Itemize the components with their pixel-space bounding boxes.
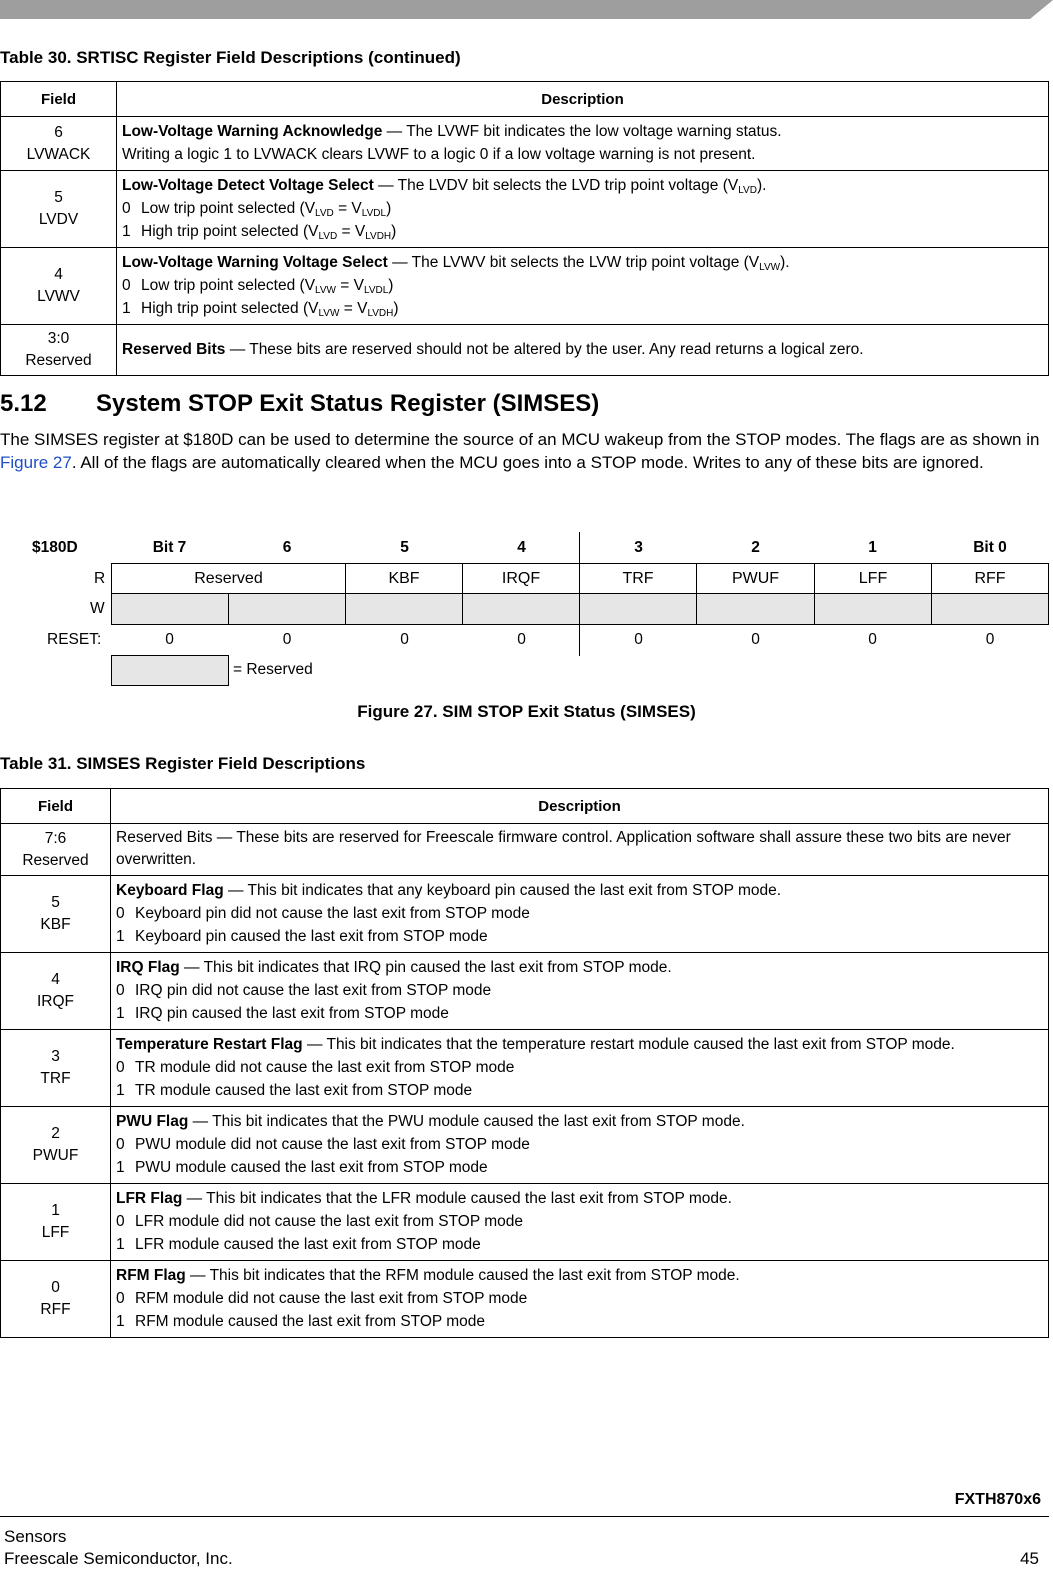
field-irqf: IRQF [462, 563, 580, 594]
field-name: KBF [40, 916, 71, 933]
subscript: LVDL [361, 208, 387, 219]
header-bar [0, 0, 1053, 19]
reset-value: 0 [517, 631, 526, 648]
option-line [116, 979, 1044, 1002]
field-name: LVDV [38, 211, 79, 228]
field-rff: RFF [931, 563, 1049, 594]
bit-number: 4 [54, 266, 63, 283]
legend-label: = Reserved [233, 661, 313, 678]
option-line [116, 902, 1044, 925]
option-line [116, 1056, 1044, 1079]
table-row [1, 325, 1049, 376]
field-name: PWUF [32, 1147, 79, 1164]
bit-number: 7:6 [44, 829, 67, 847]
field-cell [1, 876, 111, 953]
option-text: TR module did not cause the last exit from STOP mode [135, 1059, 515, 1076]
bit-header: Bit 0 [973, 539, 1007, 556]
bit-header: 1 [868, 539, 877, 556]
field-extra: Writing a logic 1 to LVWACK clears LVWF to a logic 0 if a low voltage warning is not present. [122, 146, 756, 163]
table31-caption: Table 31. SIMSES Register Field Descriptions [0, 754, 366, 773]
footer-company: Freescale Semiconductor, Inc. [4, 1549, 233, 1568]
table31 [0, 788, 1049, 1338]
field-title: Low-Voltage Warning Acknowledge [122, 123, 383, 140]
field-title: Reserved Bits [122, 341, 226, 358]
table-header-row [1, 82, 1049, 117]
option-text: RFM module did not cause the last exit from STOP mode [135, 1290, 528, 1307]
option-line [116, 1310, 1044, 1333]
subscript: LVD [738, 185, 757, 196]
option-text: = V [333, 200, 362, 217]
field-text: — This bit indicates that any keyboard pin caused the last exit from STOP mode. [223, 882, 782, 899]
option-text: IRQ pin caused the last exit from STOP mode [135, 1005, 449, 1022]
reset-value: 0 [751, 631, 760, 648]
option-value: 0 [122, 277, 131, 294]
field-name: RFF [40, 1301, 71, 1318]
option-value: 1 [116, 1313, 125, 1330]
table-row [1, 117, 1049, 171]
field-name: Reserved [25, 352, 92, 369]
field-title: IRQ Flag [116, 959, 180, 976]
field-text: — This bit indicates that the PWU module caused the last exit from STOP mode. [188, 1113, 745, 1130]
option-value: 1 [116, 1159, 125, 1176]
field-header: Field [1, 789, 111, 824]
table-row [1, 876, 1049, 953]
option-value: 1 [116, 1236, 125, 1253]
field-reserved: Reserved [111, 563, 346, 594]
reset-value: 0 [165, 631, 174, 648]
option-text: High trip point selected (V [141, 223, 319, 240]
option-line [122, 297, 1044, 320]
field-name: TRF [40, 1070, 71, 1087]
write-row-label: W [90, 600, 105, 617]
subscript: LVD [318, 231, 338, 242]
field-text: — This bit indicates that the RFM module caused the last exit from STOP mode. [185, 1267, 740, 1284]
paragraph-text: The SIMSES register at $180D can be used to determine the source of an MCU wakeup from the STOP modes. The flags are as shown in [0, 430, 1040, 449]
description-cell [117, 325, 1049, 376]
option-text: ) [388, 277, 394, 294]
table-row [1, 953, 1049, 1030]
subscript: LVW [315, 285, 336, 296]
field-title: Temperature Restart Flag [116, 1036, 303, 1053]
field-cell [1, 325, 117, 376]
bit-number: 6 [54, 123, 63, 141]
field-cell [1, 117, 117, 171]
description-cell [111, 953, 1049, 1030]
bit-number: 5 [54, 189, 63, 206]
option-value: 0 [116, 1290, 125, 1307]
read-row-label: R [94, 570, 106, 587]
reset-value: 0 [985, 631, 995, 648]
bit-number: 1 [51, 1202, 60, 1219]
write-cell-reserved [696, 593, 815, 625]
write-cell-reserved [228, 593, 346, 625]
table-row [1, 248, 1049, 325]
option-line [116, 1156, 1044, 1179]
text-tail: ). [780, 254, 790, 271]
bit-header: 3 [634, 539, 643, 556]
description-cell [117, 171, 1049, 248]
paragraph-text: . All of the flags are automatically cleared when the MCU goes into a STOP mode. Writes to any of these bits are ignored. [71, 453, 984, 472]
field-title: Low-Voltage Detect Voltage Select [122, 177, 374, 194]
table-row [1, 1261, 1049, 1338]
reset-value: 0 [400, 631, 409, 648]
table30-caption: Table 30. SRTISC Register Field Descriptions (continued) [0, 48, 461, 67]
option-line [116, 1233, 1044, 1256]
field-title: LFR Flag [116, 1190, 183, 1207]
option-line [116, 1079, 1044, 1102]
subscript: LVDL [364, 285, 389, 296]
reset-value: 0 [634, 631, 643, 648]
reset-value: 0 [282, 631, 292, 648]
figure-link[interactable]: Figure 27 [0, 453, 72, 472]
subscript: LVD [315, 208, 334, 219]
table-row [1, 1030, 1049, 1107]
field-kbf: KBF [345, 563, 463, 594]
field-title: RFM Flag [116, 1267, 186, 1284]
description-cell [111, 1107, 1049, 1184]
description-header: Description [111, 789, 1049, 824]
description-cell [111, 876, 1049, 953]
footer-divider [0, 1516, 1049, 1517]
figure-caption: Figure 27. SIM STOP Exit Status (SIMSES) [357, 702, 696, 721]
bit-number: 5 [51, 894, 60, 911]
subscript: LVW [759, 262, 781, 273]
field-title: PWU Flag [116, 1113, 189, 1130]
section-title: System STOP Exit Status Register (SIMSES) [96, 390, 600, 417]
write-cell-reserved [345, 593, 463, 625]
option-text: Keyboard pin caused the last exit from STOP mode [135, 928, 488, 945]
option-text: LFR module caused the last exit from STOP mode [135, 1236, 481, 1253]
page-number: 45 [1020, 1549, 1039, 1568]
option-text: Low trip point selected (V [141, 277, 316, 294]
description-cell: Reserved Bits — These bits are reserved for Freescale firmware control. Application software shall assure these two bits are never overwritten. [111, 824, 1049, 876]
field-cell [1, 171, 117, 248]
option-text: IRQ pin did not cause the last exit from STOP mode [135, 982, 492, 999]
section-number: 5.12 [0, 390, 47, 417]
legend-swatch [111, 655, 229, 686]
option-text: RFM module caused the last exit from STOP mode [135, 1313, 486, 1330]
option-line [122, 197, 1044, 220]
field-title: Keyboard Flag [116, 882, 224, 899]
description-cell [111, 1261, 1049, 1338]
bit-header: Bit 7 [152, 539, 187, 556]
field-name: LVWV [37, 288, 80, 305]
section-heading [0, 390, 599, 418]
option-value: 0 [116, 1136, 125, 1153]
description-header: Description [117, 82, 1049, 117]
subscript: LVDH [365, 231, 392, 242]
description-cell [117, 248, 1049, 325]
field-cell [1, 1261, 111, 1338]
option-text: PWU module did not cause the last exit from STOP mode [135, 1136, 530, 1153]
option-text: = V [335, 277, 364, 294]
option-line [116, 1002, 1044, 1025]
bit-number: 3 [51, 1048, 60, 1065]
subscript: LVDH [367, 308, 394, 319]
option-value: 1 [116, 1005, 125, 1022]
option-value: 1 [122, 300, 131, 317]
write-cell-reserved [814, 593, 932, 625]
table-row [1, 1184, 1049, 1261]
field-cell [1, 824, 111, 876]
option-text: Keyboard pin did not cause the last exit from STOP mode [135, 905, 530, 922]
reset-value: 0 [868, 631, 877, 648]
description-cell [111, 1184, 1049, 1261]
option-value: 0 [116, 905, 125, 922]
option-value: 1 [122, 223, 131, 240]
bit-number: 0 [51, 1279, 60, 1296]
field-name: LFF [41, 1224, 70, 1241]
field-name: IRQF [36, 993, 75, 1010]
reset-label: RESET: [47, 631, 102, 648]
field-cell [1, 248, 117, 325]
bit-header: 2 [751, 539, 760, 556]
table-row [1, 1107, 1049, 1184]
document-title: FXTH870x6 [954, 1491, 1041, 1508]
bit-header: 5 [400, 539, 409, 556]
option-value: 0 [122, 200, 131, 217]
field-text: — This bit indicates that the temperature restart module caused the last exit from STOP mode. [302, 1036, 955, 1053]
field-lff: LFF [814, 563, 932, 594]
option-text: High trip point selected (V [141, 300, 319, 317]
option-line [116, 1133, 1044, 1156]
field-cell [1, 1107, 111, 1184]
option-line [116, 1210, 1044, 1233]
write-cell-reserved [579, 593, 697, 625]
option-text: TR module caused the last exit from STOP mode [135, 1082, 473, 1099]
table30 [0, 81, 1049, 376]
field-trf: TRF [579, 563, 697, 594]
field-text: — This bit indicates that IRQ pin caused the last exit from STOP mode. [179, 959, 672, 976]
table-row [1, 824, 1049, 876]
description-cell [111, 1030, 1049, 1107]
bit-header: 4 [517, 539, 526, 556]
option-value: 0 [116, 1059, 125, 1076]
field-text: — The LVWF bit indicates the low voltage warning status. [382, 123, 782, 140]
nibble-divider [579, 532, 580, 563]
option-line [116, 1287, 1044, 1310]
option-line [122, 274, 1044, 297]
option-text: ) [386, 200, 392, 217]
field-cell [1, 953, 111, 1030]
option-text: LFR module did not cause the last exit from STOP mode [135, 1213, 523, 1230]
bit-number: 3:0 [47, 330, 70, 347]
field-text: — These bits are reserved should not be altered by the user. Any read returns a logical zero. [225, 341, 864, 358]
bit-number: 4 [51, 971, 60, 988]
field-name: Reserved [22, 851, 89, 869]
option-value: 1 [116, 928, 125, 945]
option-value: 0 [116, 1213, 125, 1230]
description-cell [117, 117, 1049, 171]
option-text: Low trip point selected (V [141, 200, 316, 217]
option-text: ) [393, 300, 399, 317]
table-header-row [1, 789, 1049, 824]
write-cell-reserved [111, 593, 229, 625]
footer-category: Sensors [4, 1527, 67, 1546]
field-title: Low-Voltage Warning Voltage Select [122, 254, 388, 271]
field-text: — The LVWV bit selects the LVW trip point voltage (V [387, 254, 760, 271]
register-address: $180D [32, 539, 78, 556]
field-name: LVWACK [26, 145, 91, 163]
subscript: LVW [318, 308, 340, 319]
option-line [116, 925, 1044, 948]
field-header: Field [1, 82, 117, 117]
option-text: = V [337, 223, 366, 240]
option-line [122, 220, 1044, 243]
section-paragraph [0, 428, 1048, 474]
option-value: 0 [116, 982, 125, 999]
option-text: = V [339, 300, 368, 317]
write-cell-reserved [931, 593, 1049, 625]
write-cell-reserved [462, 593, 580, 625]
field-text: — This bit indicates that the LFR module caused the last exit from STOP mode. [182, 1190, 732, 1207]
field-pwuf: PWUF [696, 563, 815, 594]
option-text: PWU module caused the last exit from STOP mode [135, 1159, 488, 1176]
option-value: 1 [116, 1082, 125, 1099]
bit-header: 6 [282, 539, 292, 556]
table-row [1, 171, 1049, 248]
field-cell [1, 1184, 111, 1261]
option-text: ) [391, 223, 397, 240]
text-tail: ). [756, 177, 767, 194]
bit-number: 2 [51, 1125, 60, 1142]
field-text: — The LVDV bit selects the LVD trip point voltage (V [373, 177, 739, 194]
field-cell [1, 1030, 111, 1107]
